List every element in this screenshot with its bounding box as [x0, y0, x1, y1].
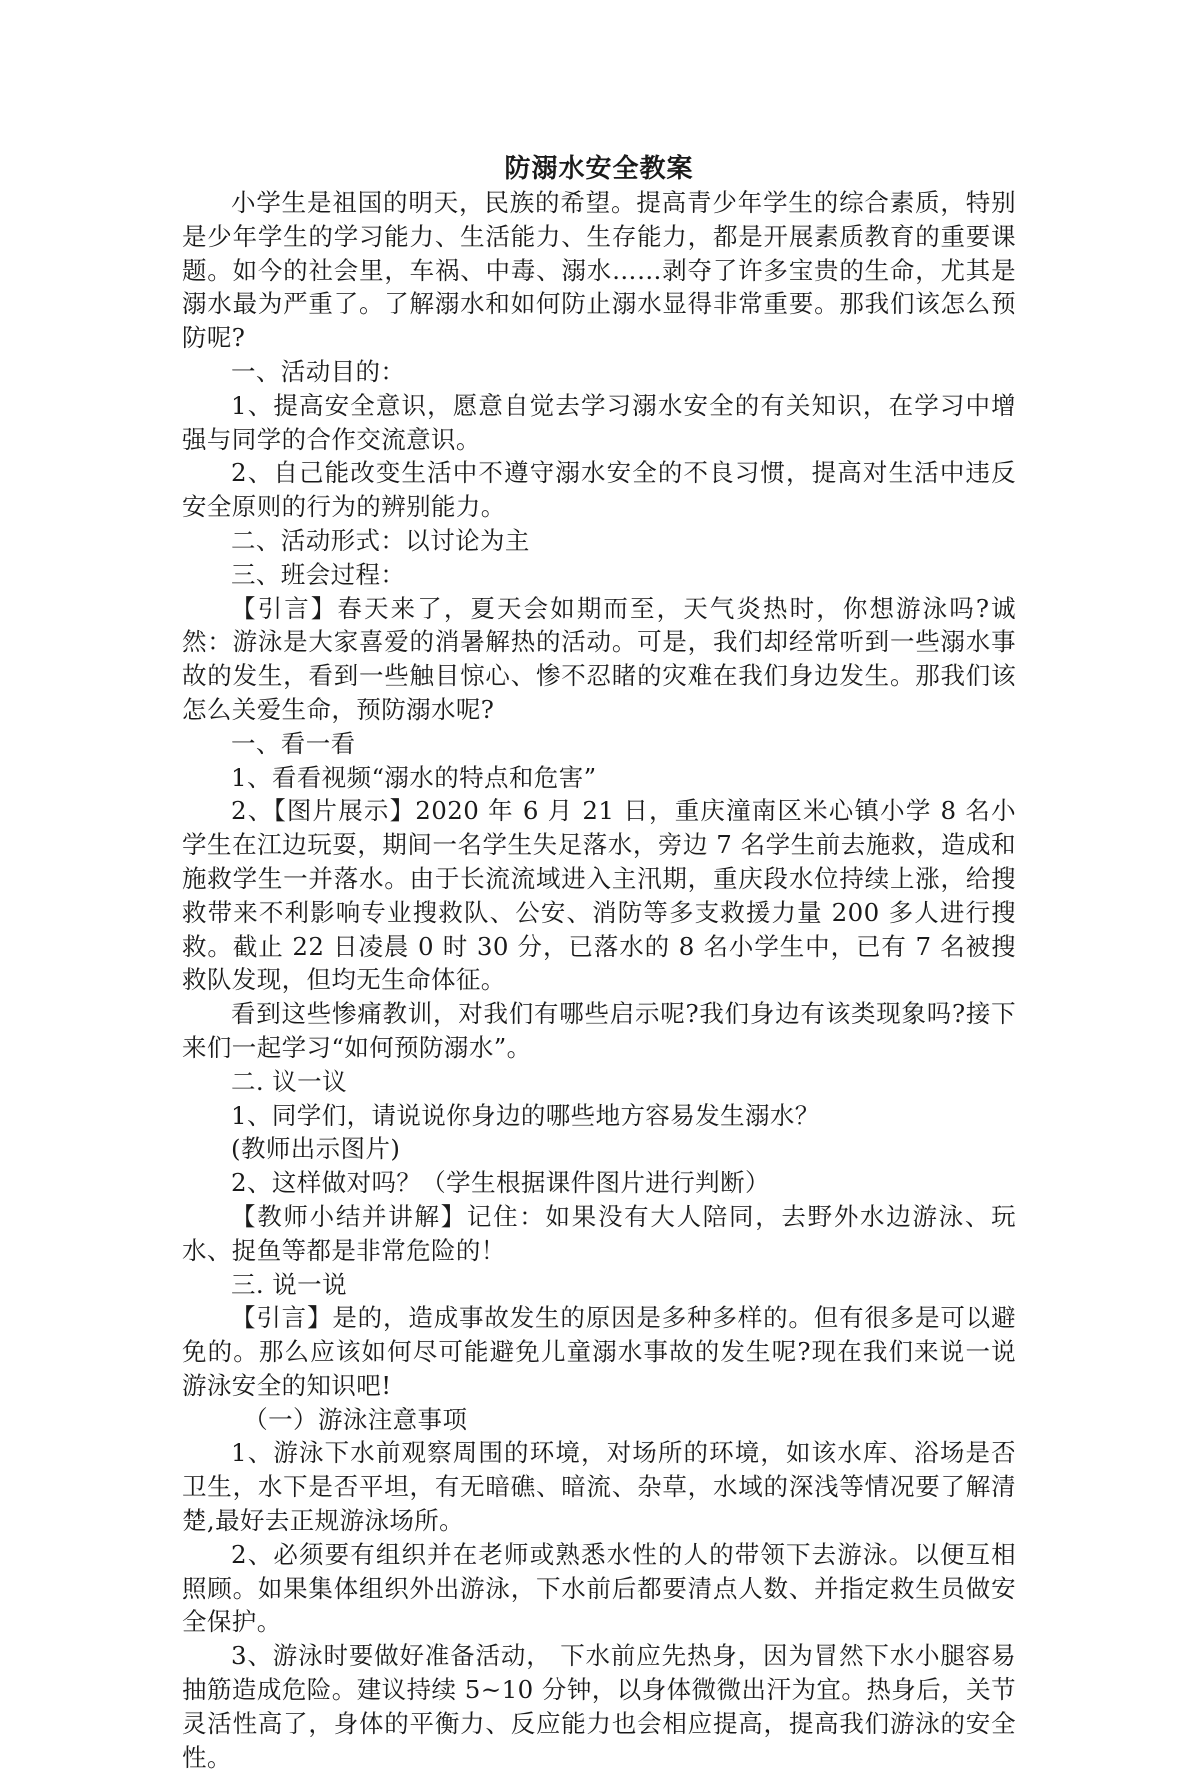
swimming-note-3: 3、游泳时要做好准备活动， 下水前应先热身，因为冒然下水小腿容易抽筋造成危险。建议持续 5~10 分钟，以身体微微出汗为宜。热身后，关节灵活性高了，身体的平衡力、反应能力也会相应提高，提高我们游泳的安全性。	[182, 1641, 1016, 1772]
swimming-note-2: 2、必须要有组织并在老师或熟悉水性的人的带领下去游泳。以便互相照顾。如果集体组织外出游泳，下水前后都要清点人数、并指定救生员做安全保护。	[182, 1539, 1016, 1637]
discuss-item-2: 2、这样做对吗？（学生根据课件图片进行判断）	[231, 1168, 770, 1198]
document-title: 防溺水安全教案	[504, 154, 694, 184]
section-heading-activity-goal: 一、活动目的：	[231, 356, 406, 386]
discuss-note: (教师出示图片)	[231, 1134, 401, 1164]
introduction-paragraph: 【引言】春天来了，夏天会如期而至，天气炎热时，你想游泳吗?诚然：游泳是大家喜爱的消暑解热的活动。可是，我们却经常听到一些溺水事故的发生，看到一些触目惊心、惨不忍睹的灾难在我们身边发生。那我们该怎么关爱生命，预防溺水呢?	[182, 593, 1016, 724]
document-body	[182, 152, 1016, 1774]
look-item-2: 2、【图片展示】2020 年 6 月 21 日，重庆潼南区米心镇小学 8 名小学生在江边玩耍，期间一名学生失足落水，旁边 7 名学生前去施救，造成和施救学生一并落水。由于长流流域进入主汛期，重庆段水位持续上涨，给搜救带来不利影响专业搜救队、公安、消防等多支救援力量 200 多人进行搜救。截止 22 日凌晨 0 时 30 分，已落水的 8 名小学生中，已有 7 名被搜救队发现，但均无生命体征。	[182, 796, 1016, 995]
section-heading-discuss: 二. 议一议	[231, 1066, 347, 1096]
section-heading-class-process: 三、班会过程：	[231, 559, 406, 589]
intro-paragraph: 小学生是祖国的明天，民族的希望。提高青少年学生的综合素质，特别是少年学生的学习能力、生活能力、生存能力，都是开展素质教育的重要课题。如今的社会里，车祸、中毒、溺水……剥夺了许多宝贵的生命，尤其是溺水最为严重了。了解溺水和如何防止溺水显得非常重要。那我们该怎么预防呢?	[182, 188, 1016, 353]
goal-item-1: 1、提高安全意识，愿意自觉去学习溺水安全的有关知识，在学习中增强与同学的合作交流意识。	[182, 390, 1016, 454]
discuss-item-1: 1、同学们，请说说你身边的哪些地方容易发生溺水？	[231, 1100, 820, 1130]
section-heading-speak: 三. 说一说	[231, 1269, 347, 1299]
teacher-summary: 【教师小结并讲解】记住：如果没有大人陪同，去野外水边游泳、玩水、捉鱼等都是非常危险的！	[182, 1201, 1016, 1265]
swimming-note-1: 1、游泳下水前观察周围的环境，对场所的环境，如该水库、浴场是否卫生，水下是否平坦，有无暗礁、暗流、杂草，水域的深浅等情况要了解清楚,最好去正规游泳场所。	[182, 1438, 1016, 1536]
look-item-1: 1、看看视频“溺水的特点和危害”	[231, 762, 597, 792]
reflection-paragraph: 看到这些惨痛教训，对我们有哪些启示呢?我们身边有该类现象吗?接下来们一起学习“如何预防溺水”。	[182, 999, 1016, 1062]
speak-introduction: 【引言】是的，造成事故发生的原因是多种多样的。但有很多是可以避免的。那么应该如何尽可能避免儿童溺水事故的发生呢?现在我们来说一说游泳安全的知识吧!	[182, 1303, 1016, 1400]
section-heading-activity-form: 二、活动形式：以讨论为主	[231, 525, 530, 555]
section-heading-look: 一、看一看	[231, 728, 356, 758]
goal-item-2: 2、自己能改变生活中不遵守溺水安全的不良习惯，提高对生活中违反安全原则的行为的辨别能力。	[182, 458, 1016, 522]
subsection-heading-swimming-notes: （一）游泳注意事项	[243, 1404, 468, 1434]
